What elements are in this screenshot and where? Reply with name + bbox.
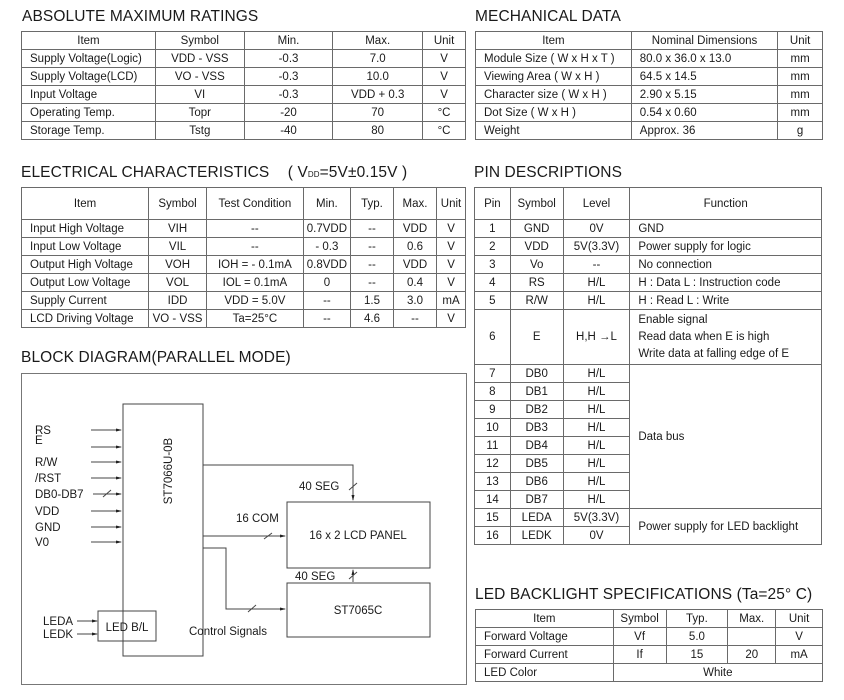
input-label: E [35,435,43,447]
cell: 1.5 [351,292,394,310]
electrical-title [21,164,407,182]
cell: 5.0 [666,628,728,646]
cell: R/W [510,292,563,310]
cell: 11 [475,437,511,455]
col-header: Symbol [155,32,244,50]
com-label: 16 COM [236,513,279,525]
panel-label: 16 x 2 LCD PANEL [309,530,407,542]
cell: -- [303,292,350,310]
block-diagram-svg [21,373,467,685]
cell: -- [351,256,394,274]
cell: VI [155,86,244,104]
table-row [475,220,822,238]
abs-max-body [22,50,466,140]
cell: Vf [613,628,666,646]
table-row [475,310,822,365]
cell: Module Size ( W x H x T ) [476,50,632,68]
cell: 16 [475,527,511,545]
cell: 15 [475,509,511,527]
cell: V [776,628,823,646]
cell: 1 [475,220,511,238]
cell: DB0 [510,365,563,383]
col-header: Item [22,32,156,50]
cell: If [613,646,666,664]
seg-top-label: 40 SEG [299,481,340,493]
cell: DB5 [510,455,563,473]
cell: Power supply for LED backlight [630,509,822,545]
cell: Input High Voltage [22,220,149,238]
cell: -- [207,238,304,256]
cell: 8 [475,383,511,401]
cell: Vo [510,256,563,274]
input-label: /RST [35,473,62,485]
cell: mA [437,292,466,310]
col-header: Max. [333,32,423,50]
cell: -20 [244,104,333,122]
input-label: VDD [35,506,60,518]
col-header: Max. [393,188,436,220]
cell: Operating Temp. [22,104,156,122]
cell: H/L [563,292,630,310]
cell: Character size ( W x H ) [476,86,632,104]
cell: 5 [475,292,511,310]
cell: RS [510,274,563,292]
cell: V [437,220,466,238]
cell: -- [207,220,304,238]
cell: H/L [563,274,630,292]
backlight-title: LED BACKLIGHT SPECIFICATIONS (Ta=25° C) [475,586,813,603]
cell: VO - VSS [155,68,244,86]
cell: 12 [475,455,511,473]
cell: V [423,50,466,68]
col-header: Level [563,188,630,220]
cell: DB6 [510,473,563,491]
input-label: GND [35,522,61,534]
table-row [22,310,466,328]
cell: °C [423,104,466,122]
cell: DB1 [510,383,563,401]
col-header: Max. [728,610,776,628]
abs-max-title: ABSOLUTE MAXIMUM RATINGS [22,8,259,25]
cell: 80 [333,122,423,140]
pins-title: PIN DESCRIPTIONS [474,164,623,181]
col-header: Test Condition [207,188,304,220]
cell: 10 [475,419,511,437]
mechanical-body [476,50,823,140]
input-label: V0 [35,537,50,549]
cell: 0V [563,220,630,238]
electrical-title-text: ELECTRICAL CHARACTERISTICS [21,164,270,181]
input-label: RS [35,425,51,437]
cell: -- [351,274,394,292]
col-header: Typ. [666,610,728,628]
col-header: Function [630,188,822,220]
cell: DB7 [510,491,563,509]
cell: 20 [728,646,776,664]
cell: Input Low Voltage [22,238,149,256]
cell: VDD [510,238,563,256]
cell: Output High Voltage [22,256,149,274]
cell: H/L [563,491,630,509]
cell: 14 [475,491,511,509]
cell: Storage Temp. [22,122,156,140]
cell: Input Voltage [22,86,156,104]
cell: g [778,122,823,140]
cell: Supply Voltage(Logic) [22,50,156,68]
col-header: Item [22,188,149,220]
cell: -- [563,256,630,274]
col-header: Pin [475,188,511,220]
table-row [475,256,822,274]
abs-max-table [21,31,466,140]
cell: mm [778,50,823,68]
cell: -0.3 [244,68,333,86]
cell: Dot Size ( W x H ) [476,104,632,122]
cell: 5V(3.3V) [563,509,630,527]
col-header: Item [476,610,614,628]
table-row [22,220,466,238]
table-row [476,86,823,104]
pins-body [475,220,822,545]
cell: LED Color [476,664,614,682]
cell: 0 [303,274,350,292]
col-header: Typ. [351,188,394,220]
cell: V [437,274,466,292]
cell: IOL = 0.1mA [207,274,304,292]
table-row [476,646,823,664]
table-row [475,509,822,527]
table-row [475,365,822,383]
cell: No connection [630,256,822,274]
cell: GND [510,220,563,238]
leda-label: LEDA [43,616,74,628]
cell: 2.90 x 5.15 [631,86,777,104]
table-row [476,122,823,140]
table-header-row [476,610,823,628]
electrical-condition [288,164,407,181]
cell: VDD + 0.3 [333,86,423,104]
cell: °C [423,122,466,140]
col-header: Unit [776,610,823,628]
cell: VDD = 5.0V [207,292,304,310]
cell: 13 [475,473,511,491]
cell: 64.5 x 14.5 [631,68,777,86]
cell: H/L [563,365,630,383]
cell: Supply Voltage(LCD) [22,68,156,86]
cell: Ta=25°C [207,310,304,328]
cell: 7.0 [333,50,423,68]
table-row [22,68,466,86]
cell: mm [778,104,823,122]
condition-suffix: =5V±0.15V ) [319,164,408,181]
col-header: Unit [778,32,823,50]
cell [728,628,776,646]
driver-label: ST7065C [333,605,383,617]
table-row [22,122,466,140]
cell: DB4 [510,437,563,455]
seg-bottom-label: 40 SEG [295,571,336,583]
cell: Data bus [630,365,822,509]
cell: DB3 [510,419,563,437]
block-diagram-title: BLOCK DIAGRAM(PARALLEL MODE) [21,349,291,366]
cell: 0.4 [393,274,436,292]
table-row [22,292,466,310]
cell: LCD Driving Voltage [22,310,149,328]
cell: VDD [393,220,436,238]
cell: -- [351,220,394,238]
input-label: DB0-DB7 [35,489,84,501]
table-header-row [475,188,822,220]
cell: 70 [333,104,423,122]
table-row [475,292,822,310]
mechanical-title: MECHANICAL DATA [475,8,621,25]
table-row [22,256,466,274]
cell: -40 [244,122,333,140]
table-header-row [476,32,823,50]
col-header: Min. [303,188,350,220]
cell: 3 [475,256,511,274]
cell: -- [393,310,436,328]
cell: - 0.3 [303,238,350,256]
cell: H/L [563,419,630,437]
cell: -- [303,310,350,328]
cell: V [437,238,466,256]
cell: 7 [475,365,511,383]
col-header: Min. [244,32,333,50]
controller-label: ST7066U-0B [163,437,175,505]
cell: mm [778,68,823,86]
cell: -0.3 [244,86,333,104]
col-header: Symbol [149,188,207,220]
function-line: Read data when E is high [638,330,770,343]
mechanical-table [475,31,823,140]
cell: VDD [393,256,436,274]
cell: H/L [563,401,630,419]
backlight-table [475,609,823,682]
cell: V [423,68,466,86]
condition-prefix: ( V [287,164,308,181]
cell: 80.0 x 36.0 x 13.0 [631,50,777,68]
cell: IOH = - 0.1mA [207,256,304,274]
cell: 3.0 [393,292,436,310]
cell: VIH [149,220,207,238]
table-row [22,86,466,104]
function-line: Enable signal [638,313,708,326]
cell: H,H →L [563,310,630,365]
cell: -0.3 [244,50,333,68]
cell: H : Read L : Write [630,292,822,310]
condition-sub: DD [307,170,320,179]
cell: Power supply for logic [630,238,822,256]
cell: H/L [563,455,630,473]
electrical-table [21,187,466,328]
cell: V [437,310,466,328]
cell: 2 [475,238,511,256]
table-row [475,238,822,256]
cell: 4.6 [351,310,394,328]
cell: LEDK [510,527,563,545]
table-row [22,104,466,122]
table-row [476,50,823,68]
col-header: Item [476,32,632,50]
cell: Weight [476,122,632,140]
backlight-body [476,628,823,664]
table-row [476,104,823,122]
cell: DB2 [510,401,563,419]
cell: 6 [475,310,511,365]
pins-table [474,187,822,545]
cell: Supply Current [22,292,149,310]
cell: mm [778,86,823,104]
col-header: Unit [423,32,466,50]
cell: H/L [563,473,630,491]
cell: GND [630,220,822,238]
cell: mA [776,646,823,664]
cell: VDD - VSS [155,50,244,68]
cell: V [423,86,466,104]
table-row [22,238,466,256]
function-line: Write data at falling edge of E [638,347,790,360]
cell: Viewing Area ( W x H ) [476,68,632,86]
col-header: Symbol [510,188,563,220]
cell: 0.7VDD [303,220,350,238]
cell: VIL [149,238,207,256]
cell: 0.54 x 0.60 [631,104,777,122]
cell: Tstg [155,122,244,140]
cell: 4 [475,274,511,292]
cell: E [510,310,563,365]
table-row [22,50,466,68]
cell: VO - VSS [149,310,207,328]
table-row [476,664,823,682]
ledk-label: LEDK [43,629,74,641]
cell: 0V [563,527,630,545]
cell: H/L [563,383,630,401]
cell: 5V(3.3V) [563,238,630,256]
input-label: R/W [35,457,58,469]
table-row [476,68,823,86]
table-header-row [22,188,466,220]
cell: 10.0 [333,68,423,86]
cell: H : Data L : Instruction code [630,274,822,292]
cell: H/L [563,437,630,455]
col-header: Unit [437,188,466,220]
block-diagram [21,373,467,685]
cell: IDD [149,292,207,310]
cell [630,310,822,365]
table-row [22,274,466,292]
cell: 15 [666,646,728,664]
cell: 0.6 [393,238,436,256]
col-header: Nominal Dimensions [631,32,777,50]
table-row [476,628,823,646]
cell: Forward Voltage [476,628,614,646]
control-label: Control Signals [189,626,267,638]
cell: VOL [149,274,207,292]
cell: 9 [475,401,511,419]
cell: Approx. 36 [631,122,777,140]
cell: VOH [149,256,207,274]
cell: V [437,256,466,274]
cell: White [613,664,822,682]
led-block-label: LED B/L [105,622,149,634]
cell: LEDA [510,509,563,527]
col-header: Symbol [613,610,666,628]
cell: 0.8VDD [303,256,350,274]
cell: Topr [155,104,244,122]
electrical-body [22,220,466,328]
table-row [475,274,822,292]
control-line [203,548,285,609]
table-header-row [22,32,466,50]
cell: Output Low Voltage [22,274,149,292]
cell: Forward Current [476,646,614,664]
cell: -- [351,238,394,256]
